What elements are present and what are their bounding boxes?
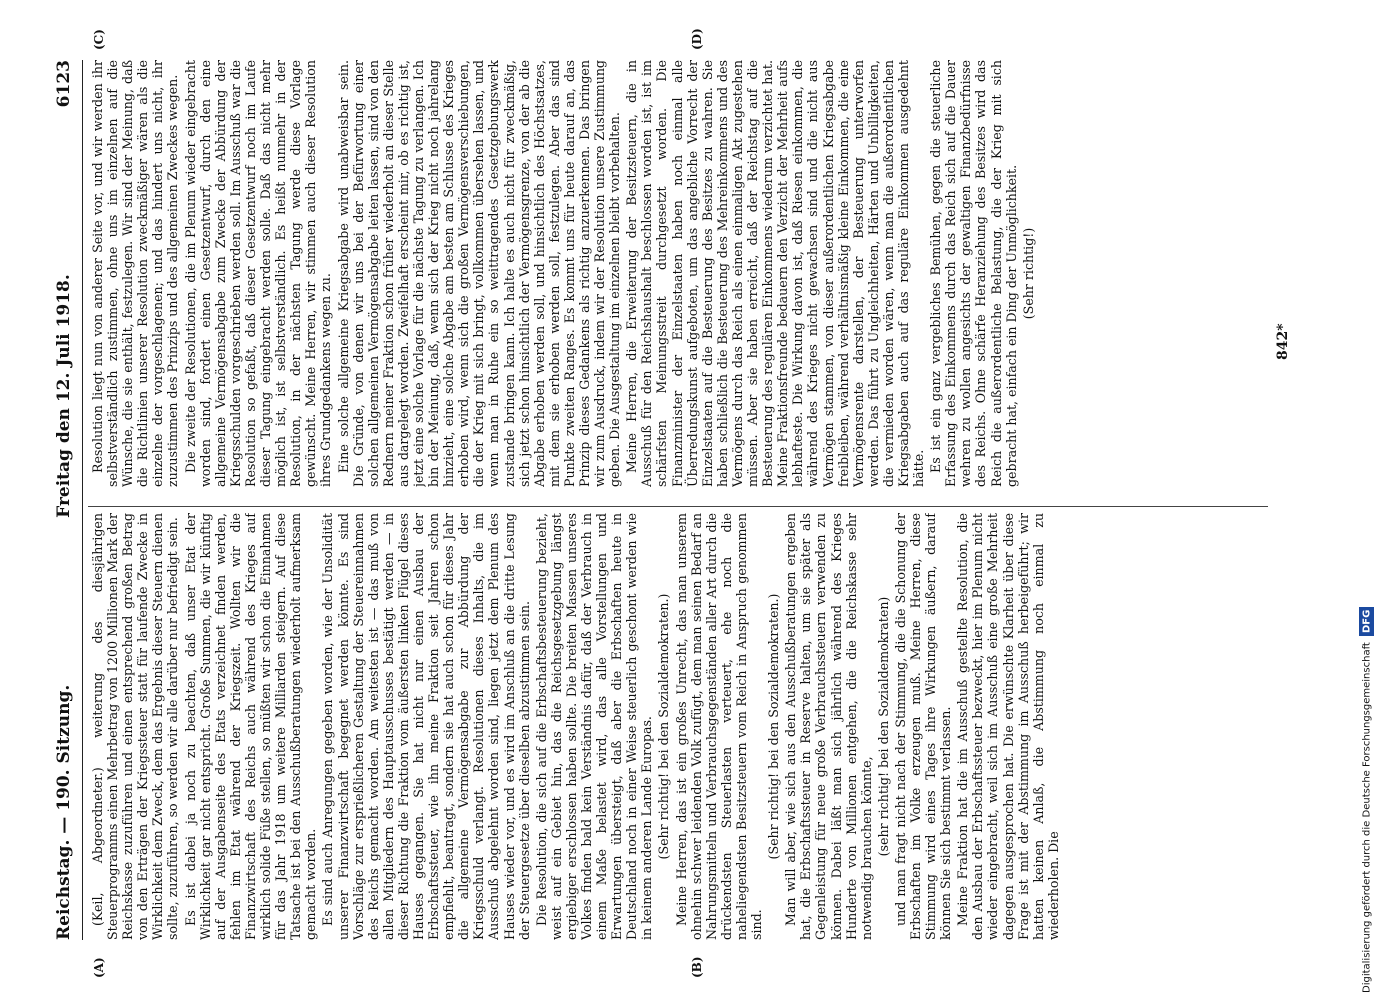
right-paragraph-1: Resolution liegt nun von anderer Seite vor, und wir werden ihr selbstverständlich zustimmen, ohne uns im einzelnen auf die Wünsche, die sie enthält, festzulegen. Wir sind der Meinung, daß die Richtlinien unserer Resolution zweckmäßiger wären als die einzelne der vorgeschlagenen; und das hindert uns nicht, ihr zuzustimmen des Prinzips und des allgemeinen Zweckes wegen. (90, 60, 181, 487)
left-paragraph-2: Es ist dabei ja noch zu beachten, daß unser Etat der Wirklichkeit gar nicht entspricht. Große Summen, die wir künftig auf der Ausgabenseite des Etats verzeichnet finden werden, fehlen im Etat während der Kriegszeit. Wollten wir die Finanzwirtschaft des Reichs auch während des Krieges auf wirklich solide Füße stellen, so müßten wir schon die Einnahmen für das Jahr 1918 um weitere Milliarden steigern. Auf diese Tatsache ist bei den Ausschußberatungen wiederholt aufmerksam gemacht worden. (182, 513, 319, 940)
left-paragraph-8: Meine Fraktion hat die im Ausschuß gestellte Resolution, die den Ausbau der Erbschaftssteuer bezweckt, hier im Plenum nicht wieder eingebracht, weil sich im Ausschuß eine große Mehrheit dagegen ausgesprochen hat. Die erwünschte Klarheit über diese Frage ist mit der Abstimmung im Ausschuß herbeigeführt; wir hatten keinen Anlaß, die Abstimmung noch einmal zu wiederholen. Die (955, 513, 1061, 940)
header-center: Freitag den 12. Juli 1918. (54, 274, 74, 518)
header-left: Reichstag. — 190. Sitzung. (54, 684, 74, 940)
right-paragraph-4: Meine Herren, die Erweiterung der Besitzsteuern, die in Ausschuß für den Reichshaushalt beschlossen worden ist, ist im schärfsten Meinungsstreit durchgesetzt worden. Die Finanzminister der Einzelstaaten haben noch einmal alle Überredungskunst aufgeboten, um das angebliche Vorrecht der Einzelstaaten auf die Besteuerung des Besitzes zu wahren. Sie haben schließlich die Besteuerung des Mehreinkommens und des Vermögens durch das Reich als einen einmaligen Akt zugestehen müssen. Aber sie haben erreicht, daß der Reichstag auf die Besteuerung des regulären Einkommens wiederum verzichtet hat. Meine Fraktionsfreunde bedauern den Verzicht der Mehrheit aufs lebhafteste. Die Wirkung davon ist, daß Riesen einkommen, die während des Krieges nicht gewachsen sind und die nicht aus Vermögen stammen, von dieser außerordentlichen Kriegsabgabe freibleiben, während verhältnismäßig kleine Einkommen, die eine Vermögensrente darstellen, der Besteuerung unterworfen werden. Das führt zu Ungleichheiten, Härten und Unbilligkeiten, die vermieden worden wären, wenn man die außerordentlichen Kriegsabgaben auch auf das reguläre Einkommen ausgedehnt hätte. (624, 60, 927, 487)
left-paragraph-3: Es sind auch Anregungen gegeben worden, wie der Unsolidität unserer Finanzwirtschaft begegnet werden könnte. Es sind Vorschläge zur ersprießlicheren Gestaltung der Steuereinnahmen des Reichs gemacht worden. Am weitesten ist — das muß von allen Mitgliedern des Hauptausschusses bestätigt werden — in dieser Richtung die Fraktion vom äußersten linken Flügel dieses Hauses gegangen. Sie hat nicht nur einen Ausbau der Erbschaftssteuer, wie ihn meine Fraktion seit Jahren schon empfiehlt, beantragt, sondern sie hat auch schon für dieses Jahr die allgemeine Vermögensabgabe zur Abbürdung der Kriegsschuld verlangt. Resolutionen dieses Inhalts, die im Ausschuß abgelehnt worden sind, liegen jetzt dem Plenum des Hauses wieder vor, und es wird im Anschluß an die dritte Lesung der Steuergesetze über dieselben abzustimmen sein. (320, 513, 532, 940)
right-paragraph-3: Eine solche allgemeine Kriegsabgabe wird unabweisbar sein. Die Gründe, von denen wir uns bei der Befürwortung einer solchen allgemeinen Vermögensabgabe leiten lassen, sind von den Rednern meiner Fraktion schon früher wiederholt an dieser Stelle aus dargelegt worden. Zweifelhaft erscheint mir, ob es richtig ist, jetzt eine solche Vorlage für die nächste Tagung zu verlangen. Ich bin der Meinung, daß, wenn sich der Krieg nicht noch jahrelang hinzieht, eine solche Abgabe am besten am Schlusse des Krieges erhoben wird, wenn sich die großen Vermögensverschiebungen, die der Krieg mit sich bringt, vollkommen übersehen lassen, und wenn man in Ruhe ein so weittragendes Gesetzgebungswerk zustande bringen kann. Ich halte es auch nicht für zweckmäßig, sich jetzt schon hinsichtlich der Vermögensgrenze, von der ab die Abgabe erhoben werden soll, und hinsichtlich des Höchstsatzes, mit dem sie erhoben werden soll, festzulegen. Aber das sind Punkte zweiten Ranges. Es kommt uns für heute darauf an, das Prinzip dieses Gedankens als richtig anzuerkennen. Das bringen wir zum Ausdruck, indem wir der Resolution unsere Zustimmung geben. Die Ausgestaltung im einzelnen bleibt vorbehalten. (335, 60, 623, 487)
left-interjection-3: (sehr richtig! bei den Sozialdemokraten) (875, 596, 891, 857)
digitization-credit (1357, 8, 1377, 993)
margin-mark-a: (A) (92, 957, 106, 978)
header-rule (82, 60, 83, 940)
left-interjection-2: (Sehr richtig! bei den Sozialdemokraten.) (766, 593, 782, 860)
footer-page-number: 842* (1275, 323, 1291, 360)
right-paragraph-5: Es ist ein ganz vergebliches Bemühen, gegen die steuerliche Erfassung des Einkommens durch das Reich sich auf die Dauer wehren zu wollen angesichts der gewaltigen Finanzbedürfnisse des Reichs. Ohne schärfe Heranziehung des Besitzes wird das Reich die außerordentliche Belastung, die der Krieg mit sich gebracht hat, einfach ein Ding der Unmöglichkeit. (928, 60, 1019, 487)
right-column (90, 60, 1270, 487)
left-interjection-1: (Sehr richtig! bei den Sozialdemokraten.) (656, 593, 672, 860)
page-header (50, 60, 78, 940)
right-interjection-1: (Sehr richtig!) (1020, 227, 1036, 320)
credit-text: Digitalisierung gefördert durch die Deutsche Forschungsgemeinschaft (1361, 642, 1373, 993)
margin-mark-d: (D) (690, 28, 704, 50)
margin-mark-b: (B) (690, 956, 704, 978)
left-paragraph-1: (Keil, Abgeordneter.) weiterung des diesjährigen Steuerprogramms einen Mehrbetrag von 1200 Millionen Mark der Reichskasse zuzuführen und einen entsprechend großen Betrag von den Erträgen der Kriegssteuer statt für laufende Zwecke in Wirklichkeit dem Zweck, dem das Ergebnis dieser Steuern dienen sollte, zuzuführen, so werden wir alle darüber nur befriedigt sein. (90, 513, 181, 940)
page-number: 6123 (54, 60, 74, 108)
text-columns (90, 60, 1270, 940)
right-paragraph-2: Die zweite der Resolutionen, die im Plenum wieder eingebracht worden sind, fordert einen Gesetzentwurf, durch den eine allgemeine Vermögensabgabe zum Zwecke der Abbürdung der Kriegsschulden vorgeschrieben werden soll. Im Ausschuß war die Resolution so gefaßt, daß dieser Gesetzentwurf noch im Laufe dieser Tagung eingebracht werden solle. Daß das nicht mehr möglich ist, ist selbstverständlich. Es heißt nunmehr in der Resolution, in der nächsten Tagung werde diese Vorlage gewünscht. Meine Herren, wir stimmen auch dieser Resolution ihres Grundgedankens wegen zu. (182, 60, 334, 487)
left-paragraph-4: Die Resolution, die sich auf die Erbschaftsbesteuerung bezieht, weist auf ein Gebiet hin, das die Reichsgesetzgebung längst ergiebiger erschlossen haben sollte. Die breiten Massen unseres Volkes finden bald kein Verständnis dafür, daß der Verbrauch in einem Maße belastet wird, das alle Vorstellungen und Erwartungen übersteigt, daß aber die Erbschaften heute in Deutschland noch in einer Weise steuerlich geschont werden wie in keinem anderen Lande Europas. (533, 513, 655, 940)
margin-mark-c: (C) (92, 29, 106, 50)
left-column (90, 513, 1270, 940)
left-paragraph-7: und man fragt nicht nach der Stimmung, die die Schonung der Erbschaften im Volke erzeugen muß. Meine Herren, diese Stimmung wird eines Tages ihre Wirkungen äußern, darauf können Sie sich bestimmt verlassen. (892, 513, 954, 940)
left-paragraph-6: Man will aber, wie sich aus den Ausschußberatungen ergeben hat, die Erbschaftssteuer in Reserve halten, um sie später als Gegenleistung für neue große Verbrauchssteuern verwenden zu können. Dabei läßt man sich jährlich während des Krieges Hunderte von Millionen entgehen, die die Reichskasse sehr notwendig brauchen könnte, (783, 513, 874, 940)
left-paragraph-5: Meine Herren, das ist ein großes Unrecht, das man unserem ohnehin schwer leidenden Volk zufügt, dem man seinen Bedarf an Nahrungsmitteln und Verbrauchsgegenständen aller Art durch die drückendsten Steuerlasten verteuert, ehe noch die naheliegendsten Besitzsteuern vom Reich in Anspruch genommen sind. (673, 513, 765, 940)
dfg-logo: DFG (1360, 607, 1375, 636)
